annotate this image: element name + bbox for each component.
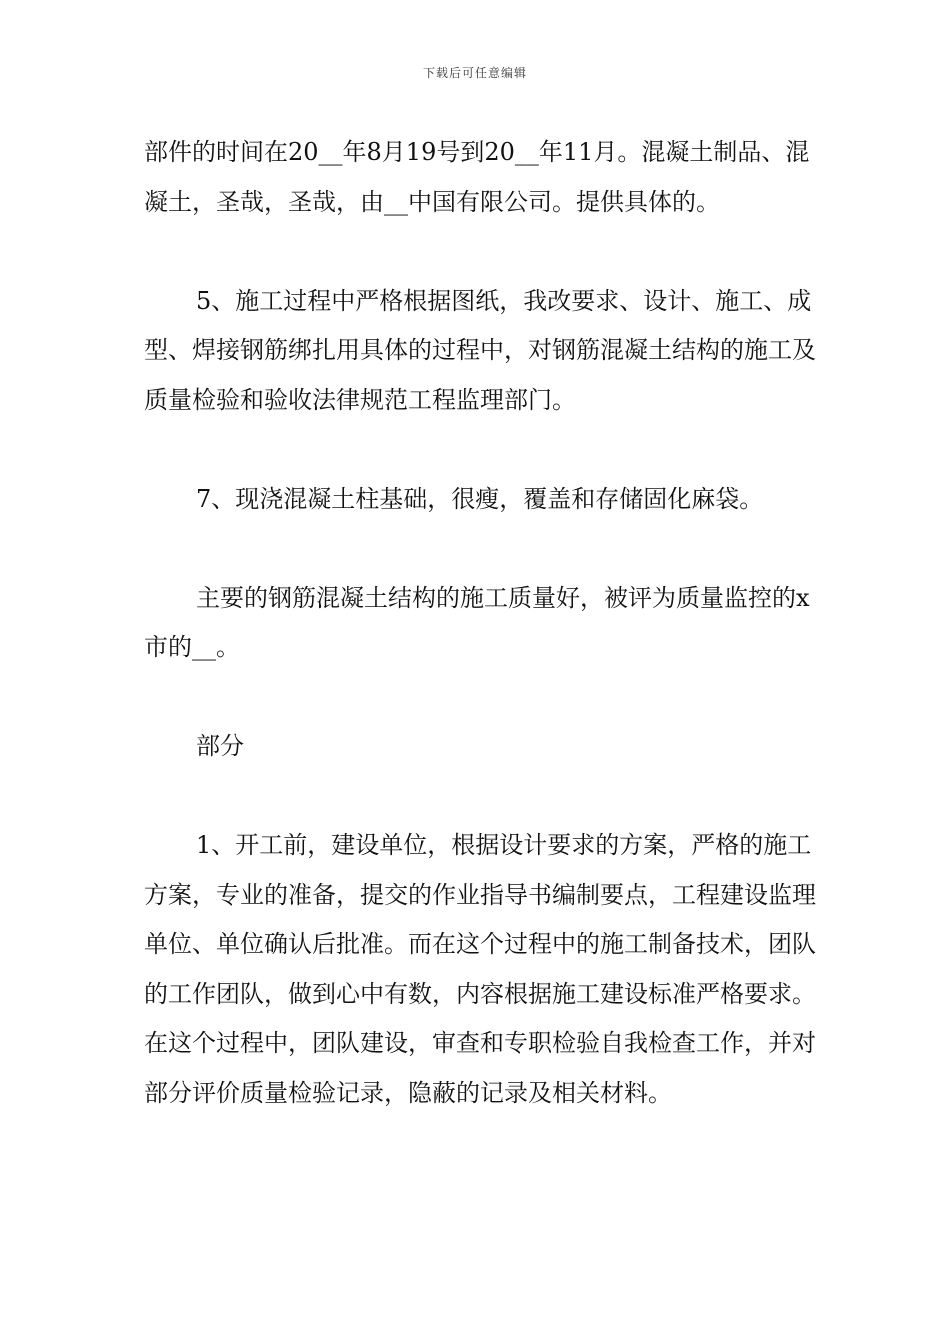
section-heading: 部分 — [196, 732, 244, 760]
paragraph-item-1: 1、开工前，建设单位，根据设计要求的方案，严格的施工方案，专业的准备，提交的作业指导书编制要点，工程建设监理单位、单位确认后批准。而在这个过程中的施工制备技术，团队的工作团队，做到心中有数，内容根据施工建设标准严格要求。在这个过程中，团队建设，审查和专职检验自我检查工作，并对部分评价质量检验记录，隐蔽的记录及相关材料。 — [144, 831, 816, 1107]
paragraph-gap — [144, 227, 816, 277]
paragraph-item-5: 5、施工过程中严格根据图纸，我改要求、设计、施工、成型、焊接钢筋绑扎用具体的过程中，对钢筋混凝土结构的施工及质量检验和验收法律规范工程监理部门。 — [144, 286, 816, 414]
paragraph-item-7: 7、现浇混凝土柱基础，很瘦，覆盖和存储固化麻袋。 — [196, 484, 764, 513]
paragraph-continuation: 部件的时间在20__年8月19号到20__年11月。混凝土制品、混凝土，圣哉，圣哉，由__中国有限公司。提供具体的。 — [144, 138, 810, 216]
paragraph-gap — [144, 425, 816, 475]
paragraph-gap — [144, 524, 816, 574]
document-body — [144, 128, 816, 1118]
paragraph-quality-summary: 主要的钢筋混凝土结构的施工质量好，被评为质量监控的x市的__。 — [144, 583, 810, 661]
page-header: 下载后可任意编辑 — [422, 66, 527, 80]
paragraph-gap — [144, 772, 816, 822]
paragraph-gap — [144, 673, 816, 723]
